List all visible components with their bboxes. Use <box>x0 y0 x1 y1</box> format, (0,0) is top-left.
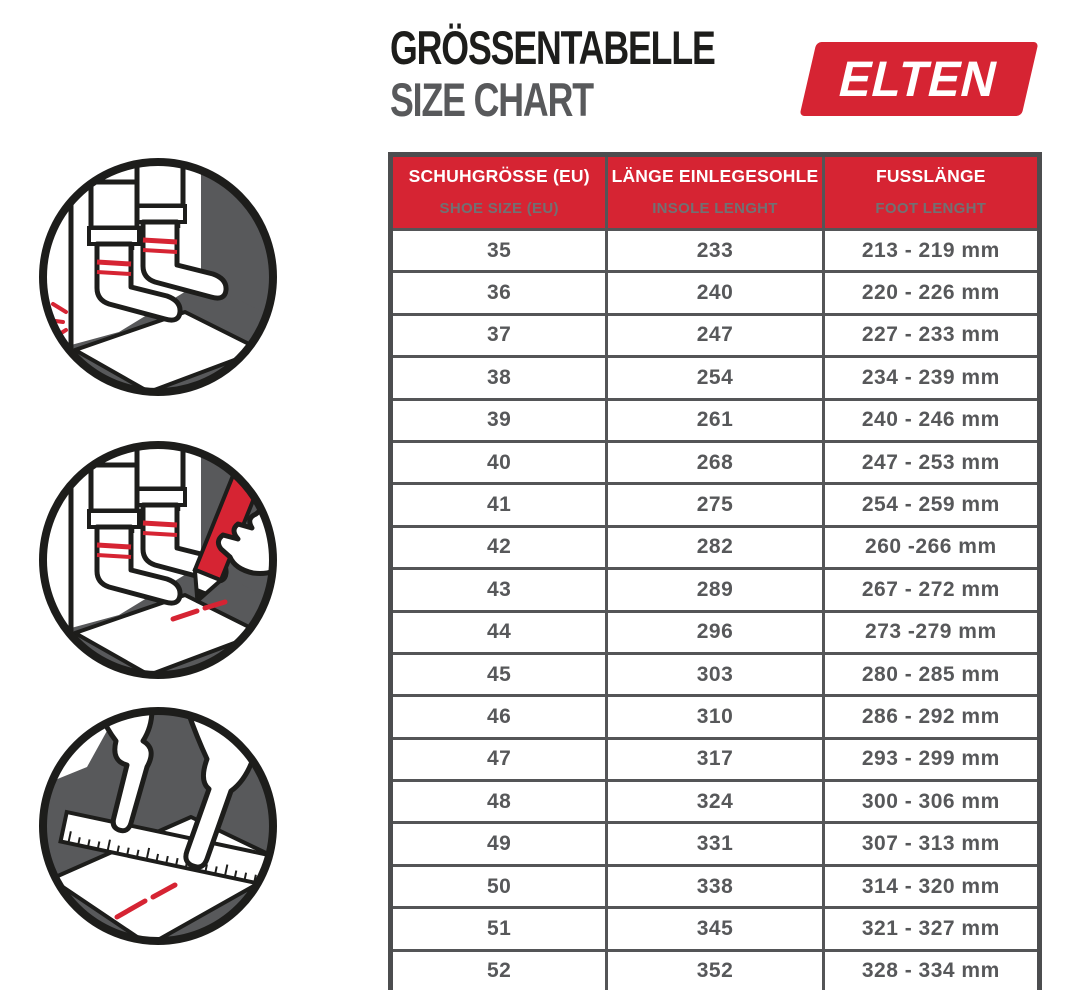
cell-insole-length: 331 <box>607 823 823 865</box>
table-row <box>391 611 1040 653</box>
cell-insole-length: 247 <box>607 314 823 356</box>
column-header-insole-length <box>607 155 823 230</box>
cell-shoe-size: 45 <box>391 653 607 695</box>
cell-shoe-size: 41 <box>391 484 607 526</box>
cell-insole-length: 268 <box>607 441 823 483</box>
cell-shoe-size: 35 <box>391 230 607 272</box>
cell-shoe-size: 52 <box>391 950 607 990</box>
cell-shoe-size: 42 <box>391 526 607 568</box>
cell-foot-length: 213 - 219 mm <box>823 230 1039 272</box>
table-row <box>391 357 1040 399</box>
cell-insole-length: 345 <box>607 908 823 950</box>
table-row <box>391 865 1040 907</box>
column-title-de: LÄNGE EINLEGESOHLE <box>611 166 819 186</box>
page-title-de: GRÖSSENTABELLE <box>390 21 715 74</box>
column-header-shoe-size <box>391 155 607 230</box>
cell-foot-length: 234 - 239 mm <box>823 357 1039 399</box>
cell-foot-length: 280 - 285 mm <box>823 653 1039 695</box>
size-table-header <box>391 155 1040 230</box>
header-row <box>391 155 1040 230</box>
table-row <box>391 653 1040 695</box>
cell-shoe-size: 38 <box>391 357 607 399</box>
column-title-en: FOOT LENGHT <box>875 200 987 217</box>
cell-foot-length: 328 - 334 mm <box>823 950 1039 990</box>
cell-shoe-size: 37 <box>391 314 607 356</box>
cell-insole-length: 261 <box>607 399 823 441</box>
cell-foot-length: 267 - 272 mm <box>823 569 1039 611</box>
cell-shoe-size: 44 <box>391 611 607 653</box>
cell-shoe-size: 48 <box>391 781 607 823</box>
cell-foot-length: 300 - 306 mm <box>823 781 1039 823</box>
table-row <box>391 950 1040 990</box>
table-row <box>391 441 1040 483</box>
cell-insole-length: 240 <box>607 272 823 314</box>
cell-insole-length: 338 <box>607 865 823 907</box>
cell-foot-length: 260 -266 mm <box>823 526 1039 568</box>
cell-shoe-size: 49 <box>391 823 607 865</box>
cell-insole-length: 310 <box>607 696 823 738</box>
size-table-body <box>391 230 1040 990</box>
cell-foot-length: 286 - 292 mm <box>823 696 1039 738</box>
mark-toe-illustration <box>33 435 283 685</box>
elten-logo <box>799 42 1038 116</box>
column-header-foot-length <box>823 155 1039 230</box>
column-title-en: INSOLE LENGHT <box>652 200 778 217</box>
page-title-en: SIZE CHART <box>390 72 593 126</box>
cell-shoe-size: 51 <box>391 908 607 950</box>
cell-insole-length: 289 <box>607 569 823 611</box>
page-heading <box>390 22 817 125</box>
size-table <box>388 152 1042 990</box>
cell-foot-length: 254 - 259 mm <box>823 484 1039 526</box>
table-row <box>391 738 1040 780</box>
table-row <box>391 314 1040 356</box>
measure-with-ruler-icon <box>33 701 283 951</box>
cell-insole-length: 254 <box>607 357 823 399</box>
heel-against-wall-illustration <box>33 152 283 402</box>
table-row <box>391 569 1040 611</box>
elten-logo-text: ELTEN <box>834 51 1004 107</box>
table-row <box>391 399 1040 441</box>
cell-foot-length: 220 - 226 mm <box>823 272 1039 314</box>
cell-insole-length: 352 <box>607 950 823 990</box>
table-row <box>391 272 1040 314</box>
cell-insole-length: 275 <box>607 484 823 526</box>
cell-insole-length: 233 <box>607 230 823 272</box>
cell-foot-length: 227 - 233 mm <box>823 314 1039 356</box>
table-row <box>391 484 1040 526</box>
cell-shoe-size: 40 <box>391 441 607 483</box>
cell-insole-length: 303 <box>607 653 823 695</box>
table-row <box>391 696 1040 738</box>
table-row <box>391 823 1040 865</box>
cell-foot-length: 314 - 320 mm <box>823 865 1039 907</box>
cell-insole-length: 317 <box>607 738 823 780</box>
table-row <box>391 230 1040 272</box>
cell-insole-length: 296 <box>607 611 823 653</box>
cell-shoe-size: 39 <box>391 399 607 441</box>
column-title-en: SHOE SIZE (EU) <box>439 200 559 217</box>
cell-foot-length: 307 - 313 mm <box>823 823 1039 865</box>
cell-foot-length: 293 - 299 mm <box>823 738 1039 780</box>
cell-shoe-size: 46 <box>391 696 607 738</box>
measure-illustration <box>33 701 283 951</box>
mark-toe-with-pencil-icon <box>33 435 283 685</box>
cell-shoe-size: 47 <box>391 738 607 780</box>
cell-shoe-size: 36 <box>391 272 607 314</box>
cell-insole-length: 324 <box>607 781 823 823</box>
cell-insole-length: 282 <box>607 526 823 568</box>
cell-foot-length: 321 - 327 mm <box>823 908 1039 950</box>
cell-foot-length: 240 - 246 mm <box>823 399 1039 441</box>
cell-foot-length: 273 -279 mm <box>823 611 1039 653</box>
table-row <box>391 908 1040 950</box>
cell-shoe-size: 50 <box>391 865 607 907</box>
table-row <box>391 526 1040 568</box>
cell-foot-length: 247 - 253 mm <box>823 441 1039 483</box>
cell-shoe-size: 43 <box>391 569 607 611</box>
heel-against-wall-icon <box>33 152 283 402</box>
column-title-de: FUSSLÄNGE <box>875 166 986 186</box>
column-title-de: SCHUHGRÖSSE (EU) <box>408 166 590 186</box>
table-row <box>391 781 1040 823</box>
